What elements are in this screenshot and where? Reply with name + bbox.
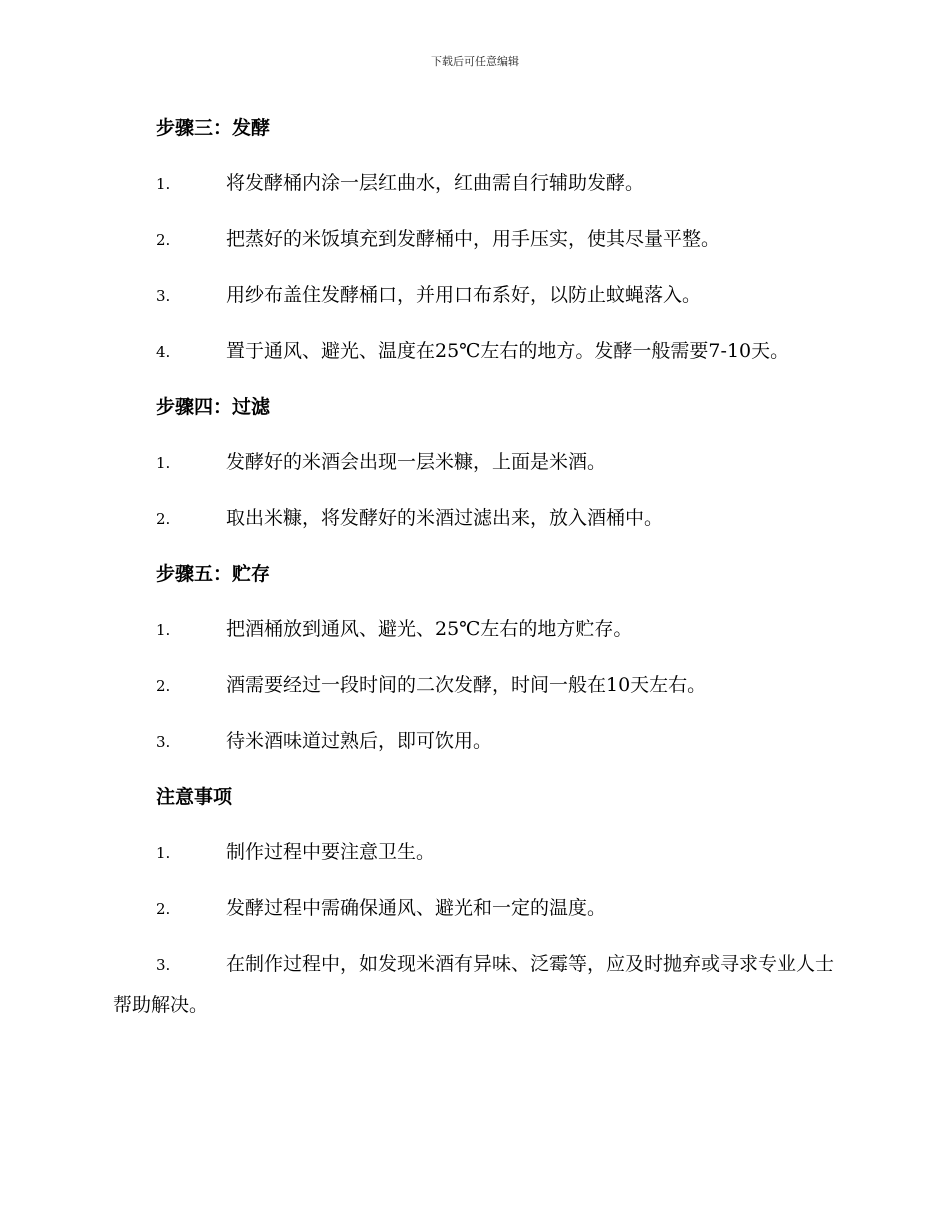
item-number: 3. (156, 287, 171, 305)
item-text: 将发酵桶内涂一层红曲水，红曲需自行辅助发酵。 (226, 172, 645, 194)
section-notes (113, 777, 838, 1025)
item-text: 把蒸好的米饭填充到发酵桶中，用手压实，使其尽量平整。 (226, 228, 721, 250)
section-heading: 步骤四：过滤 (156, 396, 271, 418)
item-text: 把酒桶放到通风、避光、25℃左右的地方贮存。 (226, 618, 633, 640)
list-item (113, 275, 838, 316)
section-heading: 步骤三：发酵 (156, 117, 271, 139)
section-fermentation (113, 108, 838, 372)
item-number: 2. (156, 677, 171, 695)
item-number: 4. (156, 343, 171, 361)
item-text: 待米酒味道过熟后，即可饮用。 (226, 730, 493, 752)
item-number: 1. (156, 454, 171, 472)
item-text: 酒需要经过一段时间的二次发酵，时间一般在10天左右。 (226, 674, 707, 696)
list-item (113, 888, 838, 929)
item-text: 发酵好的米酒会出现一层米糠，上面是米酒。 (226, 451, 607, 473)
section-storage (113, 554, 838, 762)
item-text: 用纱布盖住发酵桶口，并用口布系好，以防止蚊蝇落入。 (226, 284, 702, 306)
header-note: 下载后可任意编辑 (431, 55, 519, 68)
item-text: 置于通风、避光、温度在25℃左右的地方。发酵一般需要7-10天。 (226, 340, 790, 362)
section-filtering (113, 387, 838, 539)
item-number: 3. (156, 956, 171, 974)
list-item (113, 665, 838, 706)
item-number: 2. (156, 510, 171, 528)
list-item (113, 163, 838, 204)
list-item (113, 442, 838, 483)
item-text: 在制作过程中，如发现米酒有异味、泛霉等，应及时抛弃或寻求专业人士帮助解决。 (113, 953, 835, 1016)
item-number: 1. (156, 175, 171, 193)
list-item (113, 944, 838, 1025)
document-body (113, 108, 838, 1040)
list-item (113, 609, 838, 650)
list-item (113, 498, 838, 539)
item-text: 制作过程中要注意卫生。 (226, 841, 436, 863)
list-item (113, 721, 838, 762)
item-number: 1. (156, 844, 171, 862)
list-item (113, 832, 838, 873)
item-number: 2. (156, 231, 171, 249)
section-heading: 注意事项 (156, 786, 233, 808)
item-number: 2. (156, 900, 171, 918)
item-text: 发酵过程中需确保通风、避光和一定的温度。 (226, 897, 607, 919)
item-number: 1. (156, 621, 171, 639)
item-number: 3. (156, 733, 171, 751)
section-heading: 步骤五：贮存 (156, 563, 271, 585)
item-text: 取出米糠，将发酵好的米酒过滤出来，放入酒桶中。 (226, 507, 664, 529)
list-item (113, 331, 838, 372)
list-item (113, 219, 838, 260)
